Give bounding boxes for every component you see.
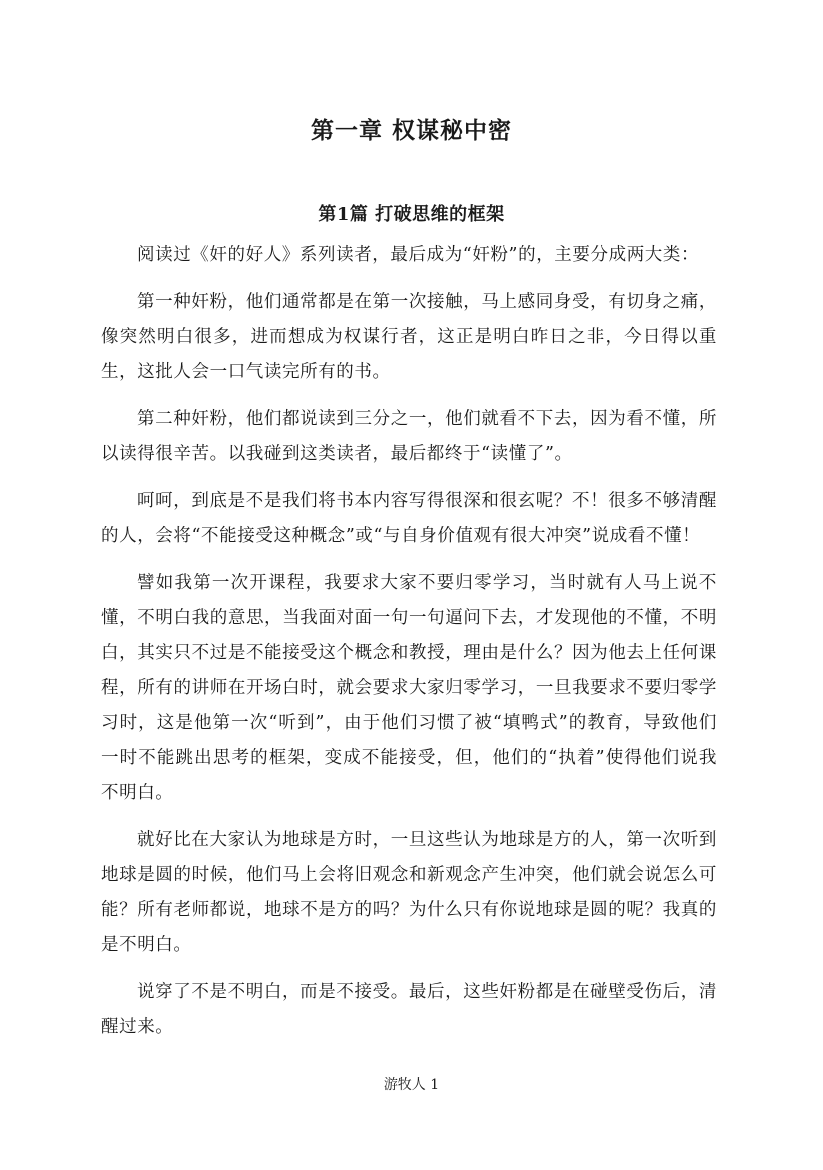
paragraph: 第二种奸粉，他们都说读到三分之一，他们就看不下去，因为看不懂，所以读得很辛苦。以我碰到这类读者，最后都终于“读懂了”。 [101,409,717,464]
paragraph: 阅读过《奸的好人》系列读者，最后成为“奸粉”的，主要分成两大类： [137,245,700,265]
paragraph: 就好比在大家认为地球是方时，一旦这些认为地球是方的人，第一次听到地球是圆的时候，他们马上会将旧观念和新观念产生冲突，他们就会说怎么可能？所有老师都说，地球不是方的吗？为什么只有你说地球是圆的呢？我真的是不明白。 [101,830,717,955]
section-title: 第1篇 打破思维的框架 [318,204,505,225]
page-footer: 游牧人 1 [383,1077,440,1093]
chapter-title: 第一章 权谋秘中密 [310,117,512,144]
paragraph: 譬如我第一次开课程，我要求大家不要归零学习，当时就有人马上说不懂，不明白我的意思，当我面对面一句一句逼问下去，才发现他的不懂，不明白，其实只不过是不能接受这个概念和教授，理由是什么？因为他去上任何课程，所有的讲师在开场白时，就会要求大家归零学习，一旦我要求不要归零学习时，这是他第一次“听到”，由于他们习惯了被“填鸭式”的教育，导致他们一时不能跳出思考的框架，变成不能接受，但，他们的“执着”使得他们说我不明白。 [101,573,717,803]
paragraph: 呵呵，到底是不是我们将书本内容写得很深和很玄呢？不！很多不够清醒的人，会将“不能接受这种概念”或“与自身价值观有很大冲突”说成看不懂！ [101,491,717,546]
paragraph: 第一种奸粉，他们通常都是在第一次接触，马上感同身受，有切身之痛，像突然明白很多，进而想成为权谋行者，这正是明白昨日之非，今日得以重生，这批人会一口气读完所有的书。 [101,292,717,382]
paragraph: 说穿了不是不明白，而是不接受。最后，这些奸粉都是在碰壁受伤后，清醒过来。 [101,982,717,1037]
body-text [101,238,717,1057]
